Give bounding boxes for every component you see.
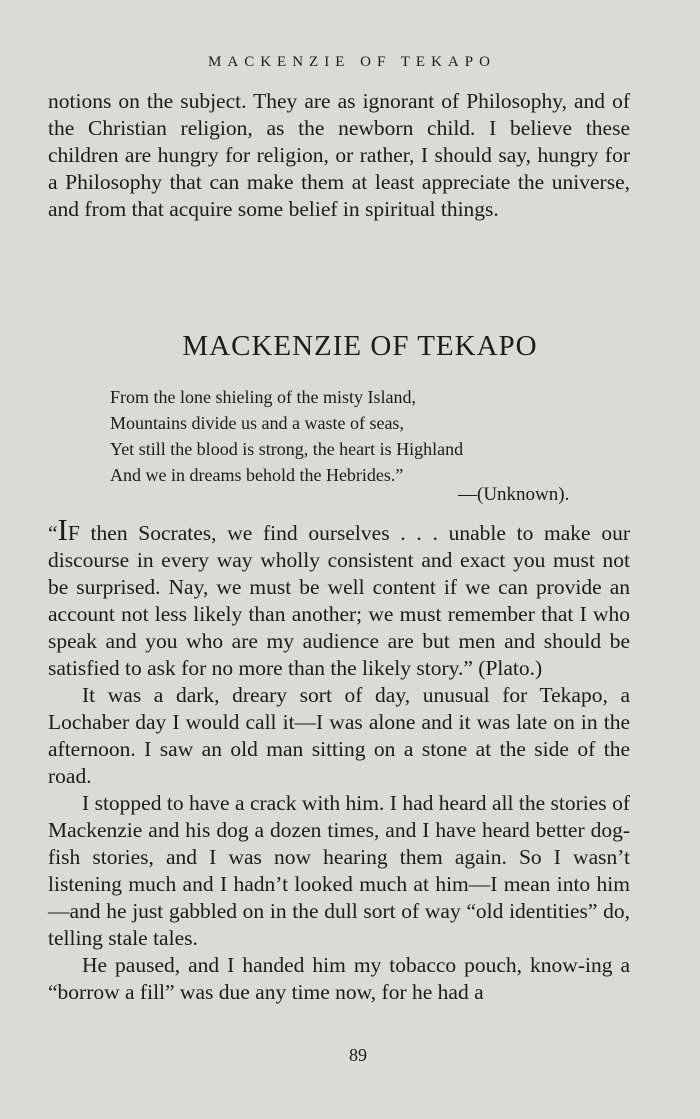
paragraph: I stopped to have a crack with him. I had heard all the stories of Mackenzie and his dog a dozen times, and I have heard better dog-fish stories, and I was now hearing them again. So I wasn’t listening much and I hadn’t looked much at him—I mean into him—and he just gabbled on in the dull sort of way “old identities” do, telling stale tales. — [48, 791, 630, 950]
paragraph: He paused, and I handed him my tobacco pouch, know-ing a “borrow a fill” was due any time now, for he had a — [48, 953, 630, 1004]
chapter-title: MACKENZIE OF TEKAPO — [182, 330, 538, 362]
epigraph-line: Yet still the blood is strong, the heart is Highland — [110, 439, 464, 459]
continued-paragraph: notions on the subject. They are as ignorant of Philosophy, and of the Christian religion, as the newborn child. I believe these children are hungry for religion, or rather, I should say, hungry for a Philosophy that can make them at least appreciate the universe, and from that acquire some belief in spiritual things. — [48, 89, 630, 221]
opening-quote: “ — [48, 521, 58, 545]
paragraph: It was a dark, dreary sort of day, unusual for Tekapo, a Lochaber day I would call it—I was alone and it was late on in the afternoon. I saw an old man sitting on a stone at the side of the road. — [48, 683, 630, 788]
running-head: MACKENZIE OF TEKAPO — [208, 54, 496, 70]
page-number: 89 — [349, 1045, 367, 1065]
epigraph-attribution: —(Unknown). — [458, 484, 570, 505]
epigraph-line: From the lone shieling of the misty Island, — [110, 387, 416, 407]
first-paragraph-line1: F then Socrates, we find ourselves . . . unable to make — [67, 521, 591, 545]
epigraph — [110, 384, 580, 488]
drop-cap: I — [57, 512, 68, 547]
first-paragraph-rest: our discourse in every way wholly consistent and exact you must not be surprised. Nay, we must be well content if we can provide an account not less likely than another; we must remember that I who speak and you who are my audience are but men and should be satisfied to ask for no more than the likely story.” (Plato.) — [48, 521, 631, 680]
first-paragraph — [48, 512, 631, 682]
body-text — [48, 512, 631, 1006]
epigraph-line: And we in dreams behold the Hebrides.” — [110, 465, 404, 485]
epigraph-line: Mountains divide us and a waste of seas, — [110, 413, 404, 433]
